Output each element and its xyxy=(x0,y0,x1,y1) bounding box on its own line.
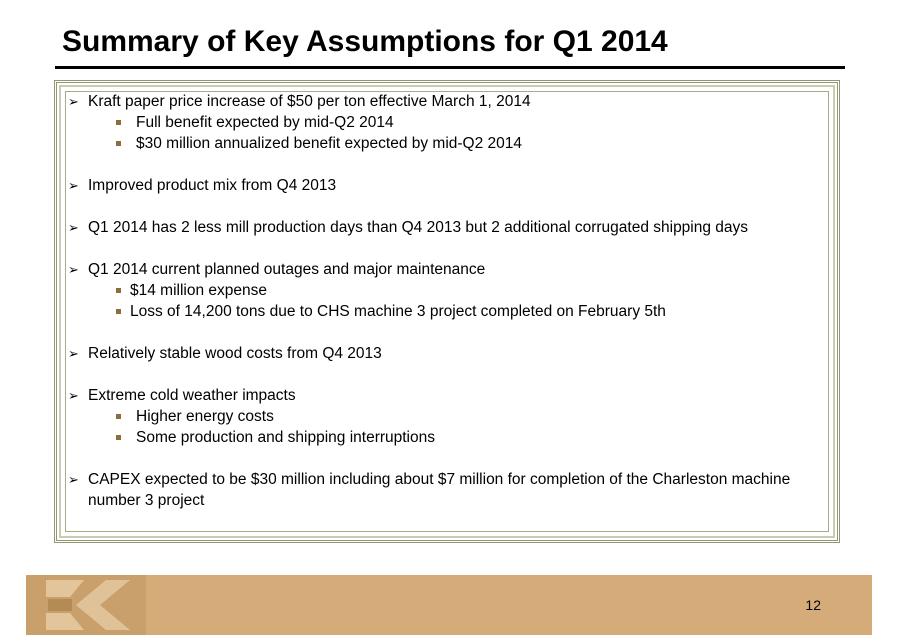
list-item xyxy=(63,91,848,154)
bullet-text: Extreme cold weather impacts xyxy=(88,387,296,404)
square-bullet-icon xyxy=(116,309,121,314)
arrow-bullet-icon: ➢ xyxy=(68,178,79,193)
company-k-logo-icon xyxy=(26,575,146,635)
square-bullet-icon xyxy=(116,435,121,440)
sub-list-item xyxy=(88,427,848,448)
sub-bullet-text: Loss of 14,200 tons due to CHS machine 3 project completed on February 5th xyxy=(130,303,666,320)
list-item xyxy=(63,259,848,322)
sub-list-item xyxy=(88,112,848,133)
sub-bullet-text: Full benefit expected by mid-Q2 2014 xyxy=(136,114,394,131)
sub-list-item xyxy=(88,133,848,154)
sub-list-item xyxy=(88,301,848,322)
title-underline xyxy=(55,66,845,69)
bullet-text: CAPEX expected to be $30 million including about $7 million for completion of the Charleston machine number 3 project xyxy=(88,471,791,509)
footer-bar xyxy=(26,575,872,635)
sub-list-item xyxy=(88,406,848,427)
bullet-text: Kraft paper price increase of $50 per ton effective March 1, 2014 xyxy=(88,93,531,110)
bullet-list xyxy=(63,91,848,511)
bullet-text: Relatively stable wood costs from Q4 2013 xyxy=(88,345,382,362)
bullet-text: Q1 2014 has 2 less mill production days than Q4 2013 but 2 additional corrugated shipping days xyxy=(88,219,749,236)
square-bullet-icon xyxy=(116,414,121,419)
sub-bullet-list xyxy=(88,406,848,448)
bullet-text: Q1 2014 current planned outages and major maintenance xyxy=(88,261,486,278)
sub-bullet-text: Higher energy costs xyxy=(136,408,274,425)
arrow-bullet-icon: ➢ xyxy=(68,346,79,361)
square-bullet-icon xyxy=(116,288,121,293)
page-number: 12 xyxy=(805,597,821,613)
sub-bullet-text: Some production and shipping interruptions xyxy=(136,429,435,446)
arrow-bullet-icon: ➢ xyxy=(68,94,79,109)
slide-title: Summary of Key Assumptions for Q1 2014 xyxy=(62,25,668,58)
square-bullet-icon xyxy=(116,141,121,146)
list-item xyxy=(63,343,848,364)
list-item xyxy=(63,175,848,196)
square-bullet-icon xyxy=(116,120,121,125)
sub-bullet-list xyxy=(88,112,848,154)
list-item xyxy=(63,385,848,448)
sub-bullet-text: $30 million annualized benefit expected by mid-Q2 2014 xyxy=(136,135,523,152)
list-item xyxy=(63,469,828,511)
sub-list-item xyxy=(88,280,848,301)
arrow-bullet-icon: ➢ xyxy=(68,388,79,403)
bullet-text: Improved product mix from Q4 2013 xyxy=(88,177,337,194)
arrow-bullet-icon: ➢ xyxy=(68,472,79,487)
sub-bullet-text: $14 million expense xyxy=(130,282,268,299)
arrow-bullet-icon: ➢ xyxy=(68,262,79,277)
arrow-bullet-icon: ➢ xyxy=(68,220,79,235)
sub-bullet-list xyxy=(88,280,848,322)
list-item xyxy=(63,217,848,238)
